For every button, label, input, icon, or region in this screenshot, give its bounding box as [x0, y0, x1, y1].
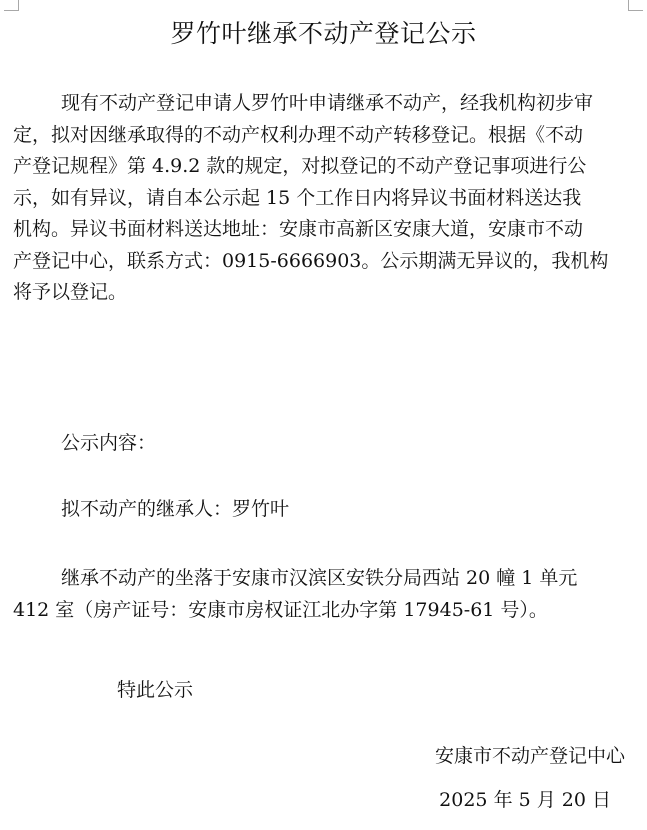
page-corner-mark-right: [628, 0, 643, 11]
page-corner-mark-left: [4, 0, 19, 11]
body-line: 机构。异议书面材料送达地址：安康市高新区安康大道，安康市不动: [13, 218, 584, 240]
notice-body-paragraph: [13, 88, 635, 309]
body-line: 示，如有异议，请自本公示起 15 个工作日内将异议书面材料送达我: [13, 186, 582, 209]
body-line: 产登记规程》第 4.9.2 款的规定，对拟登记的不动产登记事项进行公: [13, 155, 587, 177]
notice-date: 2025 年 5 月 20 日: [439, 789, 611, 811]
body-line: 定，拟对因继承取得的不动产权利办理不动产转移登记。根据《不动: [13, 123, 584, 146]
location-line: 继承不动产的坐落于安康市汉滨区安铁分局西站 20 幢 1 单元: [61, 567, 578, 589]
body-line: 将予以登记。: [13, 281, 128, 303]
notice-content-label: 公示内容：: [61, 432, 157, 454]
special-notice-text: 特此公示: [117, 679, 194, 701]
notice-title: 罗竹叶继承不动产登记公示: [170, 19, 477, 48]
body-line: 现有不动产登记申请人罗竹叶申请继承不动产，经我机构初步审: [61, 92, 594, 114]
heir-line: 拟不动产的继承人：罗竹叶: [61, 498, 290, 520]
body-line: 产登记中心，联系方式：0915-6666903。公示期满无异议的，我机构: [13, 249, 609, 272]
location-line: 412 室（房产证号：安康市房权证江北办字第 17945-61 号）。: [13, 598, 548, 621]
issuer-signature: 安康市不动产登记中心: [434, 745, 625, 767]
property-location-paragraph: [13, 563, 635, 626]
